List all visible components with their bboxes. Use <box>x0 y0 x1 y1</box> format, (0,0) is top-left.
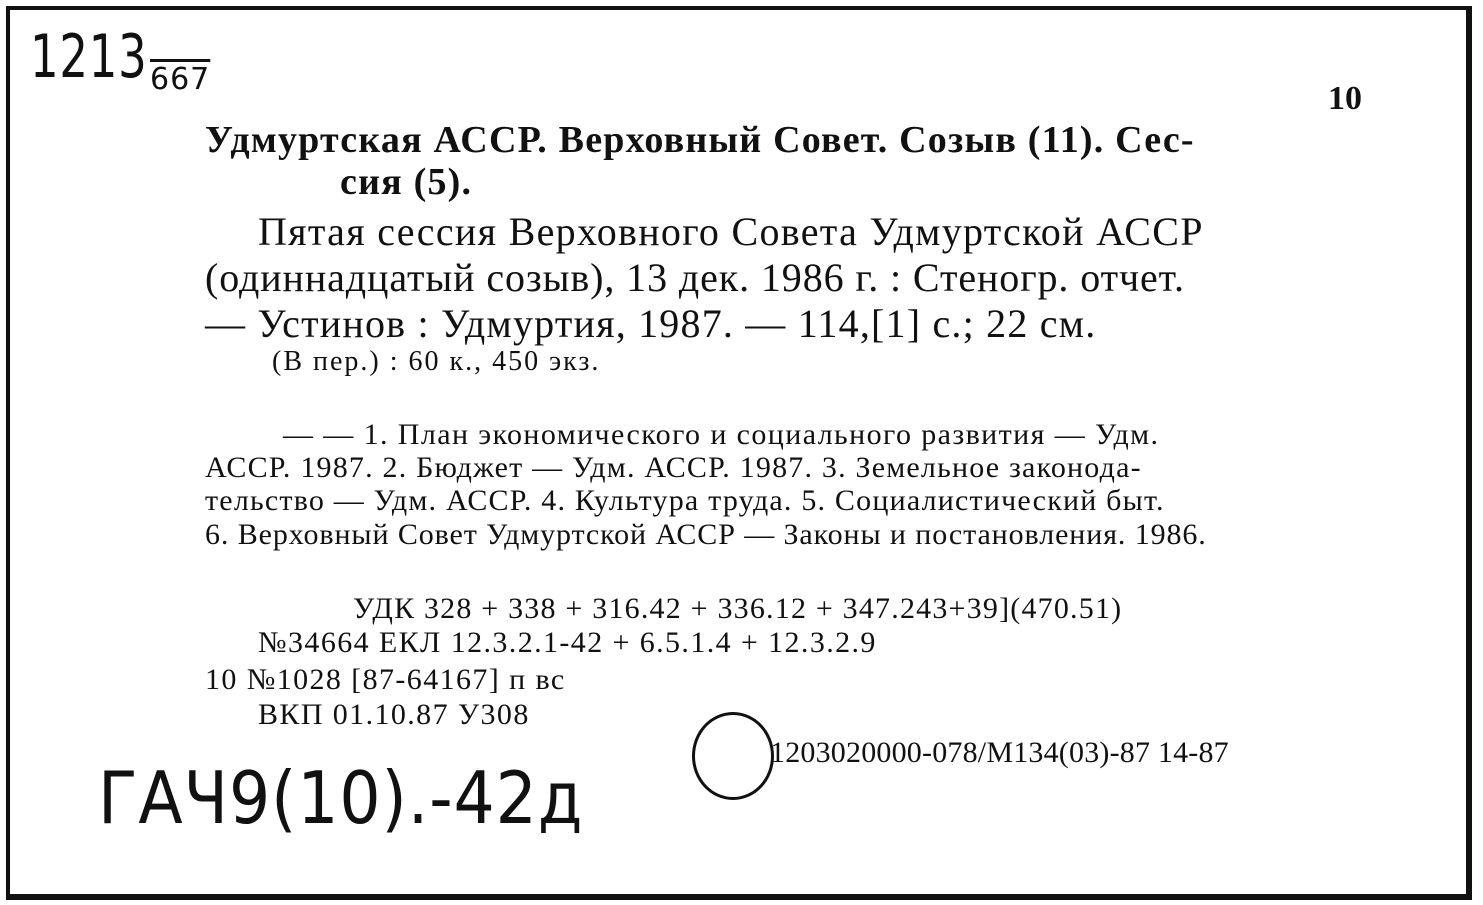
handwritten-inventory-number: 1213 <box>30 22 148 92</box>
heading-line-1: Удмуртская АССР. Верховный Совет. Созыв (11). Сес- <box>205 119 1195 161</box>
subjects-line-4: 6. Верховный Совет Удмуртской АССР — Законы и постановления. 1986. <box>205 518 1207 551</box>
udk-line: УДК 328 + 338 + 316.42 + 336.12 + 347.243+39](470.51) <box>353 592 1123 625</box>
vkp-line: ВКП 01.10.87 У308 <box>258 698 530 731</box>
card-number: 10 <box>1328 80 1362 117</box>
subjects-line-2: АССР. 1987. 2. Бюджет — Удм. АССР. 1987. 3. Земельное законода- <box>205 451 1142 484</box>
handwritten-inventory-sub: 667 <box>150 62 211 97</box>
subjects-line-3: тельство — Удм. АССР. 4. Культура труда. 5. Социалистический быт. <box>205 484 1165 517</box>
title-line-1: Пятая сессия Верховного Совета Удмуртской АССР <box>258 209 1204 254</box>
subjects-line-1: — — 1. План экономического и социального развития — Удм. <box>283 418 1160 451</box>
copyright-circle-icon <box>692 712 774 800</box>
handwritten-classification: ГАЧ9(10).-42д <box>98 756 584 840</box>
ekl-line: №34664 ЕКЛ 12.3.2.1-42 + 6.5.1.4 + 12.3.2.9 <box>258 626 877 659</box>
copyright-code: 1203020000-078/М134(03)-87 14-87 <box>770 736 1229 769</box>
heading-line-2: сия (5). <box>340 161 473 203</box>
imprint-line: — Устинов : Удмуртия, 1987. — 114,[1] с.; 22 см. <box>205 301 1097 346</box>
price-line: (В пер.) : 60 к., 450 экз. <box>272 346 601 377</box>
title-line-2: (одиннадцатый созыв), 13 дек. 1986 г. : Стеногр. отчет. <box>205 255 1185 300</box>
registration-line: 10 №1028 [87-64167] п вс <box>205 663 566 696</box>
